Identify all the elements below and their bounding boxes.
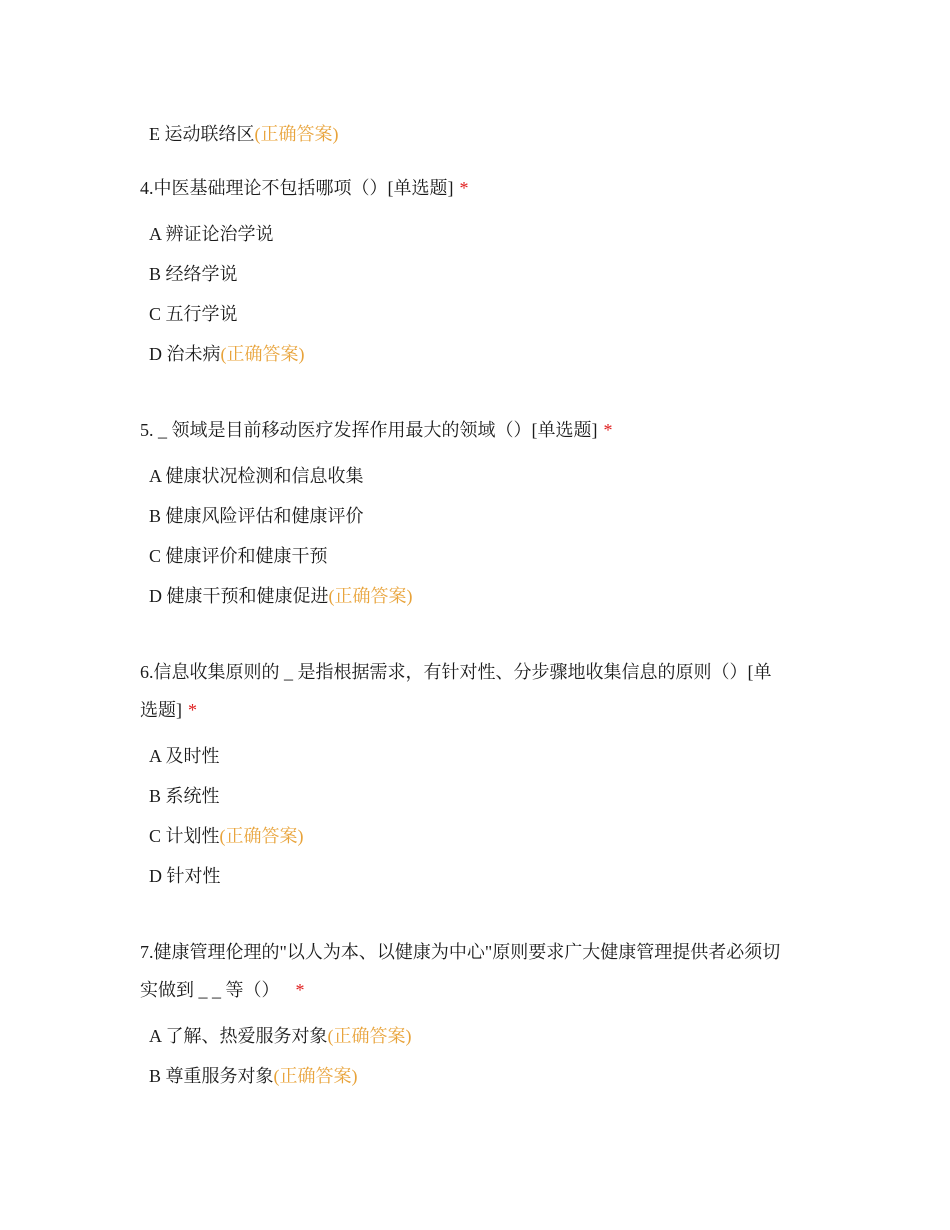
required-mark: * [188, 700, 197, 720]
option-item [149, 744, 220, 768]
option-text: C 五行学说 [149, 304, 238, 324]
option-item [149, 122, 339, 146]
correct-answer-tag: (正确答案) [220, 344, 305, 364]
option-text: C 健康评价和健康干预 [149, 546, 328, 566]
option-text: E 运动联络区 [149, 124, 255, 144]
correct-answer-tag: (正确答案) [219, 826, 304, 846]
question-title [140, 418, 613, 442]
question-title [140, 176, 469, 200]
question-title-text: 4.中医基础理论不包括哪项（）[单选题] [140, 178, 454, 198]
correct-answer-tag: (正确答案) [273, 1066, 358, 1086]
option-item [149, 1064, 358, 1088]
option-text: A 了解、热爱服务对象 [149, 1026, 328, 1046]
option-text: D 针对性 [149, 866, 221, 886]
option-item [149, 342, 305, 366]
option-item [149, 784, 220, 808]
question-title-text: 7.健康管理伦理的"以人为本、以健康为中心"原则要求广大健康管理提供者必须切 [140, 942, 781, 962]
option-item [149, 222, 274, 246]
option-text: D 健康干预和健康促进 [149, 586, 329, 606]
question-title-continued [140, 978, 305, 1002]
option-item [149, 262, 238, 286]
option-text: C 计划性 [149, 826, 220, 846]
required-mark: * [459, 178, 469, 198]
required-mark: * [295, 980, 305, 1000]
option-text: B 系统性 [149, 786, 220, 806]
option-item [149, 544, 328, 568]
question-title-text: 6.信息收集原则的 _ 是指根据需求，有针对性、分步骤地收集信息的原则（）[单 [140, 662, 772, 682]
option-item [149, 504, 364, 528]
correct-answer-tag: (正确答案) [327, 1026, 412, 1046]
option-item [149, 864, 221, 888]
option-text: B 经络学说 [149, 264, 238, 284]
option-text: A 辨证论治学说 [149, 224, 274, 244]
question-title [140, 940, 780, 964]
correct-answer-tag: (正确答案) [328, 586, 413, 606]
option-item [149, 464, 364, 488]
question-title [140, 660, 772, 684]
option-item [149, 584, 413, 608]
option-text: D 治未病 [149, 344, 221, 364]
option-text: B 健康风险评估和健康评价 [149, 506, 364, 526]
question-title-text: 5. _ 领域是目前移动医疗发挥作用最大的领域（）[单选题] [140, 420, 598, 440]
option-text: A 健康状况检测和信息收集 [149, 466, 364, 486]
option-item [149, 1024, 412, 1048]
option-text: A 及时性 [149, 746, 220, 766]
required-mark: * [603, 420, 613, 440]
option-item [149, 824, 304, 848]
option-text: B 尊重服务对象 [149, 1066, 274, 1086]
correct-answer-tag: (正确答案) [254, 124, 339, 144]
option-item [149, 302, 238, 326]
question-title-text: 选题] [140, 700, 182, 720]
question-title-continued [140, 698, 197, 722]
question-title-text: 实做到 _ _ 等（） [140, 980, 280, 1000]
